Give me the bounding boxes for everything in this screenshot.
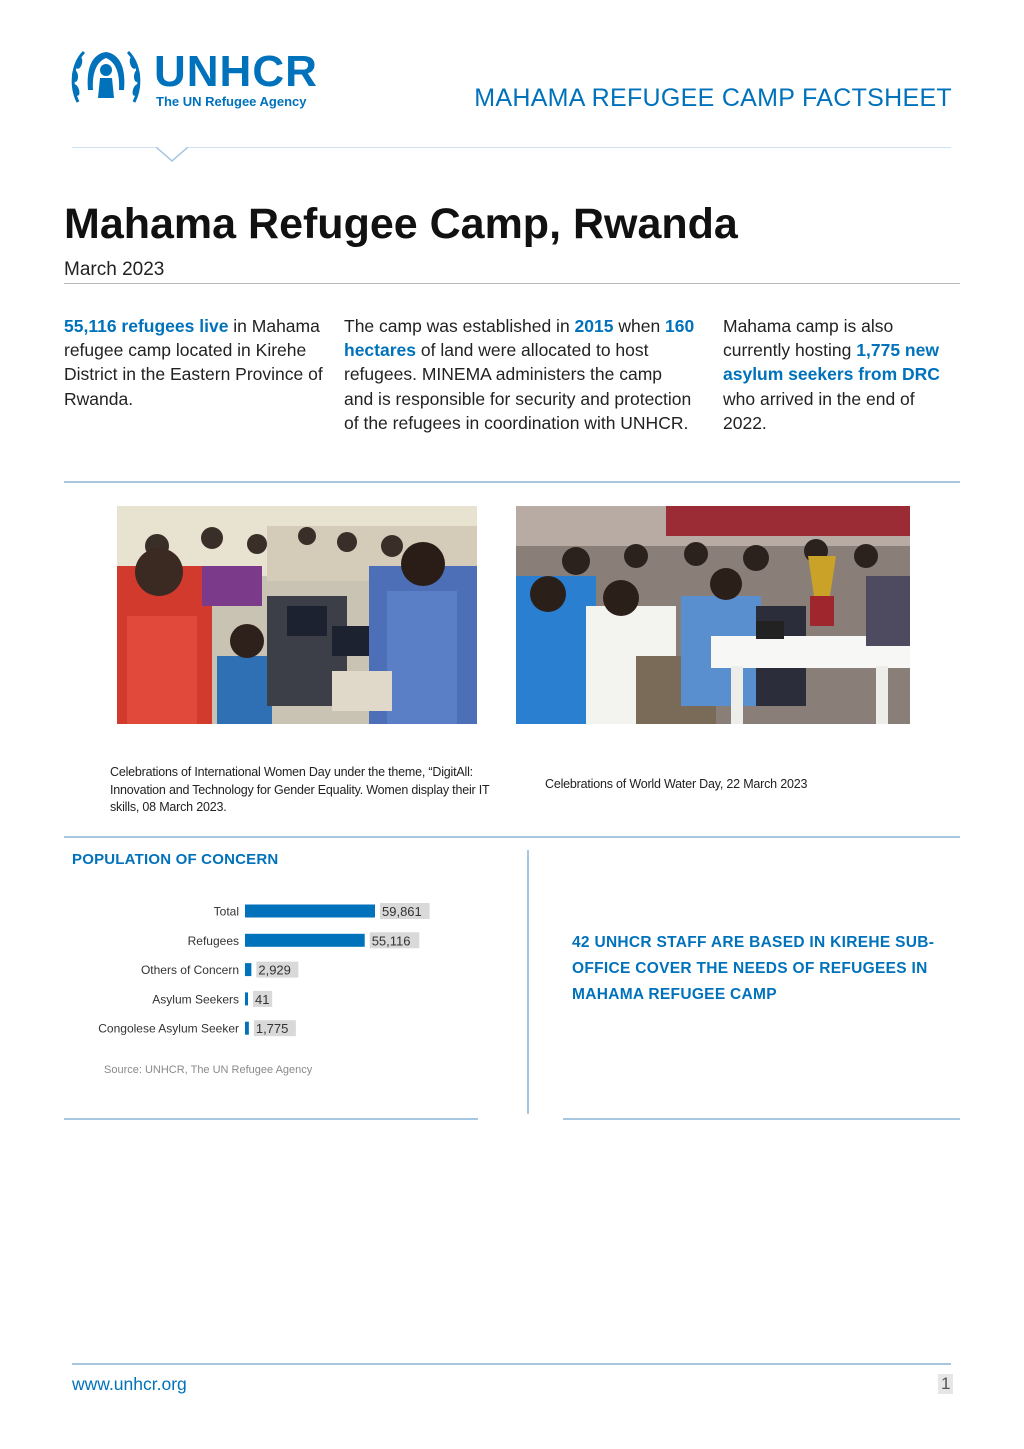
photo-caption-womens-day: Celebrations of International Women Day under the theme, “DigitAll: Innovation and Technology for Gender Equality. Women display their IT skills, 08 March 2023.	[110, 765, 490, 814]
intro-divider	[64, 481, 960, 483]
report-date: March 2023	[64, 259, 165, 280]
title-divider	[64, 283, 960, 284]
established-year-highlight: 2015	[574, 316, 614, 336]
value-label-congolese-asylum-seeker: 1,775	[255, 1021, 289, 1037]
header-divider	[72, 147, 951, 148]
unhcr-logo	[70, 46, 340, 110]
intro-column-1-text: in Mahama refugee camp located in Kirehe District in the Eastern Province of Rwanda.	[64, 316, 323, 409]
category-label-asylum-seekers: Asylum Seekers	[152, 992, 239, 1007]
population-bar-chart	[64, 890, 484, 1060]
document-type: MAHAMA REFUGEE CAMP FACTSHEET	[474, 84, 952, 112]
intro-column-3-text-2: who arrived in the end of 2022.	[723, 388, 915, 433]
logo-wordmark: UNHCR	[154, 47, 318, 96]
value-label-others-of-concern: 2,929	[258, 962, 291, 978]
logo-tagline: The UN Refugee Agency	[156, 94, 307, 109]
section-vertical-divider	[527, 850, 529, 1114]
category-label-refugees: Refugees	[187, 933, 239, 948]
page-title: Mahama Refugee Camp, Rwanda	[64, 200, 738, 248]
category-label-total: Total	[213, 904, 239, 919]
unhcr-emblem-icon	[70, 46, 142, 110]
photo-caption-water-day: Celebrations of World Water Day, 22 March 2023	[545, 777, 808, 791]
right-section-bottom-rule	[563, 1118, 960, 1120]
photo-womens-day	[117, 506, 477, 724]
bar-congolese-asylum-seeker	[245, 1022, 249, 1035]
bar-others-of-concern	[245, 963, 251, 976]
page-number: 1	[938, 1374, 953, 1394]
intro-column-2-text-1: The camp was established in	[344, 316, 575, 336]
intro-column-3	[723, 314, 963, 435]
photo-divider	[64, 836, 960, 838]
bar-refugees	[245, 934, 365, 947]
intro-column-3-text-1: Mahama camp is also currently hosting	[723, 316, 894, 361]
intro-column-2-text-2: when	[613, 316, 666, 336]
intro-column-2	[344, 314, 696, 435]
value-label-total: 59,861	[382, 904, 422, 919]
footer-website-link[interactable]: www.unhcr.org	[72, 1374, 187, 1394]
staff-callout: 42 UNHCR STAFF ARE BASED IN KIREHE SUB-OFFICE COVER THE NEEDS OF REFUGEES IN MAHAMA REFUGEE CAMP	[572, 934, 935, 1003]
category-label-others-of-concern: Others of Concern	[140, 963, 239, 978]
photo-water-day	[516, 506, 910, 724]
value-label-asylum-seekers: 41	[255, 991, 270, 1007]
bar-asylum-seekers	[245, 992, 248, 1005]
header-notch-icon	[156, 147, 188, 163]
population-section-title: POPULATION OF CONCERN	[72, 851, 279, 868]
intro-column-1	[64, 314, 326, 411]
refugee-count-highlight: 55,116 refugees live	[64, 316, 229, 336]
category-label-congolese-asylum-seeker: Congolese Asylum Seeker	[98, 1021, 239, 1036]
left-section-bottom-rule	[64, 1118, 478, 1120]
hectares-highlight: 160 hectares	[344, 316, 695, 361]
bar-total	[245, 905, 375, 918]
footer-divider	[72, 1363, 951, 1365]
asylum-seekers-highlight: 1,775 new asylum seekers from DRC	[723, 340, 940, 385]
value-label-refugees: 55,116	[371, 933, 411, 949]
chart-source: Source: UNHCR, The UN Refugee Agency	[104, 1064, 313, 1076]
intro-column-2-text-3: of land were allocated to host refugees. MINEMA administers the camp and is responsible for security and protection of the refugees in coordination with UNHCR.	[344, 340, 692, 433]
